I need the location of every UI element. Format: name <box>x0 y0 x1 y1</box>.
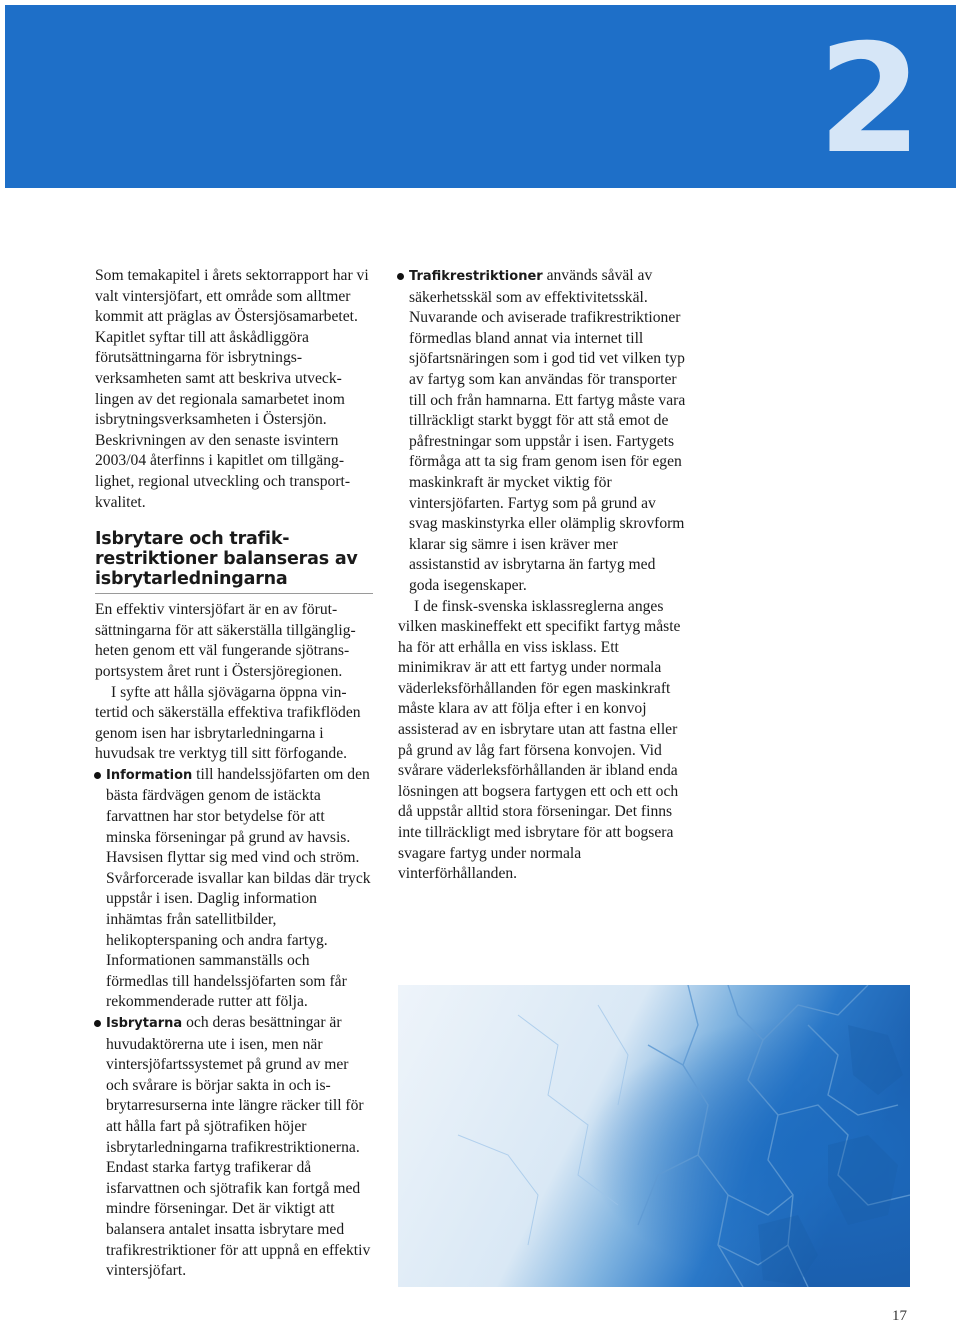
bullet-lead: Information <box>106 767 193 783</box>
chapter-banner <box>5 5 956 188</box>
bullet-dot-icon <box>94 772 101 779</box>
section-heading: Isbrytare och trafikrestriktioner balanseras av isbrytarledningarna <box>95 529 373 594</box>
body-paragraph-2: I syfte att hålla sjövägarna öppna vintertid och säkerställa effektiva trafikflöden genom isen har isbrytarledningarna i huvudsak tre verktyg till sitt förfogande. <box>95 683 361 763</box>
bullet-isbrytarna <box>95 1013 373 1282</box>
page-number: 17 <box>892 1308 907 1324</box>
bullet-text: till handelssjöfarten om den bästa färdvägen genom de istäckta farvattnen har stor betydelse för att minska förseningar på grund av havsis. Havsisen flyttar sig med vind och ström. Svårforcerade isvallar kan bildas där tryck uppstår i isen. Daglig information inhämtas från satellitbilder, helikopterspaning och andra fartyg. Informationen sammanställs och förmedlas till handelssjöfarten som får rekommenderade rutter att följa. <box>106 765 371 1011</box>
bullet-dot-icon <box>397 273 404 280</box>
intro-paragraph-2: Beskrivningen av den senaste isvintern 2003/04 återfinns i kapitlet om tillgänglighet, regional utveckling och transportkvalitet. <box>95 431 351 511</box>
bullet-information <box>95 765 373 1013</box>
left-column <box>95 266 373 1282</box>
bullet-dot-icon <box>94 1020 101 1027</box>
bullet-trafikrestriktioner <box>398 266 688 597</box>
body-paragraph: En effektiv vintersjöfart är en av förutsättningarna för att säkerställa tillgängligheten genom ett väl fungerande sjötransportsystem året runt i Östersjöregionen. <box>95 601 356 680</box>
right-column <box>398 266 688 885</box>
bullet-lead: Isbrytarna <box>106 1016 183 1031</box>
intro-paragraph: Som temakapitel i årets sektorrapport har vi valt vintersjöfart, ett område som alltmer kommit att präglas av Östersjösamarbetet. Kapitlet syftar till att åskådliggöra förutsättningarna för isbrytningsverksamheten samt att beskriva utvecklingen av det regionala samarbetet inom isbrytningsverksamheten i Östersjön. <box>95 267 369 429</box>
bullet-text: och deras besättningar är huvudaktörerna ute i isen, men när vintersjöfartssystemet på grund av mer och svårare is börjar sakta in och isbrytarresurserna inte längre räcker till för att hålla fart på sjötrafiken höjer isbrytarledningarna trafikrestriktionerna. Endast starka fartyg trafikerar då isfarvattnen och sjötrafik kan fortgå med mindre förseningar. Det är viktigt att balansera antalet insatta isbrytare med trafikrestriktioner för att uppnå en effektiv vintersjöfart. <box>106 1014 371 1280</box>
bullet-text: används såväl av säkerhetsskäl som av effektivitetsskäl. Nuvarande och aviserade trafikrestriktioner förmedlas bland annat via internet till sjöfartsnäringen som i god tid vet vilken typ av fartyg som kan användas för transporter till och från hamnarna. Ett fartyg måste vara tillräckligt starkt byggt för att stå emot de påfrestningar som uppstår i isen. Fartygets förmåga att ta sig fram genom isen för egen maskinkraft är mycket viktig för vintersjöfarten. Fartyg som på grund av svag maskinstyrka eller olämplig skrovform klarar sig sämre i isen kräver mer assistanstid av isbrytarna än fartyg med goda isegenskaper. <box>409 267 686 594</box>
sea-ice-photo <box>398 985 910 1287</box>
chapter-number: 2 <box>817 13 918 187</box>
bullet-lead: Trafikrestriktioner <box>409 269 543 284</box>
body-paragraph-3: I de finsk-svenska isklassreglerna anges vilken maskineffekt ett specifikt fartyg måste ha för att erhålla en viss isklass. Ett minimikrav är att ett fartyg under normala väderleksförhållanden för egen maskinkraft måste klara av att följa efter i en konvoj assisterad av en isbrytare utan att fastna eller på grund av låg fart försena konvojen. Vid svårare väderleksförhållanden är ibland enda lösningen att bogsera fartygen ett och ett och då uppstår alltid stora förseningar. Det finns inte tillräckligt med isbrytare för att bogsera svagare fartyg under normala vinterförhållanden. <box>398 597 681 883</box>
